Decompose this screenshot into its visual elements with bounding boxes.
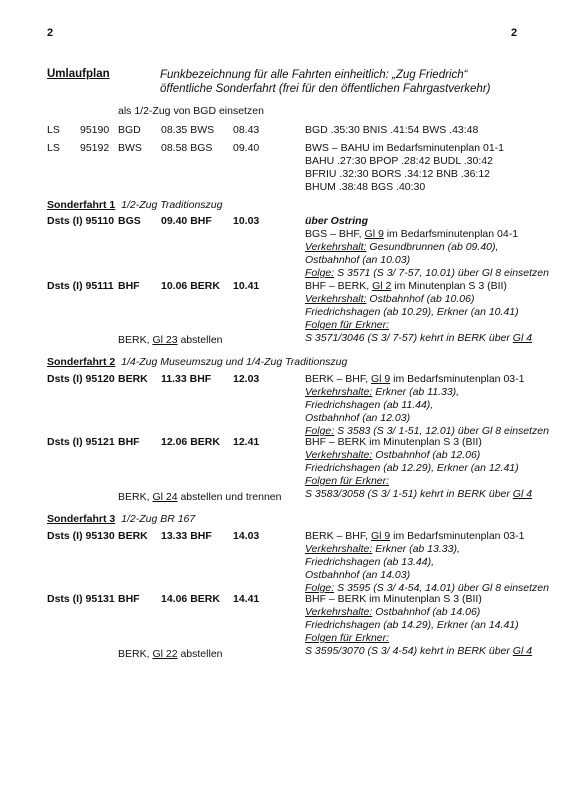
- route-note: BWS – BAHU im Bedarfsminutenplan 01-1 BAHU .27:30 BPOP .28:42 BUDL .30:42 BFRIU .32:30 BORS .34:12 BNB .36:12 BHUM .38:48 BGS .40:30: [305, 142, 505, 193]
- setup-instruction: als 1/2-Zug von BGD einsetzen: [118, 105, 264, 117]
- origin-station: BHF: [118, 593, 140, 605]
- section-heading-sf3: Sonderfahrt 3 1/2-Zug BR 167: [47, 513, 196, 525]
- route-note: BHF – BERK im Minutenplan S 3 (BII) Verkehrshalte: Ostbahnhof (ab 14.06) Friedrichshagen (ab 14.29), Erkner (an 14.41) Folgen für Erkner: S 3595/3070 (S 3/ 4-54) kehrt in BERK über Gl 4: [305, 593, 533, 657]
- parking-instruction: BERK, Gl 22 abstellen: [118, 648, 223, 660]
- train-type-number: Dsts (I) 95120: [47, 373, 115, 385]
- departure-destination: 13.33 BHF: [161, 530, 212, 542]
- departure-destination: 08.58 BGS: [161, 142, 213, 154]
- origin-station: BGD: [118, 124, 141, 136]
- origin-station: BHF: [118, 436, 140, 448]
- origin-station: BERK: [118, 373, 148, 385]
- route-note: BHF – BERK, Gl 2 im Minutenplan S 3 (BII) Verkehrshalt: Ostbahnhof (ab 10.06) Friedrichshagen (ab 10.29), Erkner (an 10.41) Folgen für Erkner: S 3571/3046 (S 3/ 7-57) kehrt in BERK über Gl 4: [305, 280, 533, 344]
- train-type: LS: [47, 124, 60, 136]
- origin-station: BHF: [118, 280, 140, 292]
- train-type-number: Dsts (I) 95131: [47, 593, 115, 605]
- arrival-time: 08.43: [233, 124, 260, 136]
- train-number: 95190: [80, 124, 110, 136]
- page-title: Umlaufplan: [47, 68, 110, 80]
- route-note: BERK – BHF, Gl 9 im Bedarfsminutenplan 03-1 Verkehrshalte: Erkner (ab 11.33), Friedrichshagen (ab 11.44), Ostbahnhof (an 12.03) Folge: S 3583 (S 3/ 1-51, 12.01) über Gl 8 einsetzen: [305, 373, 549, 437]
- page-number-right: 2: [511, 27, 518, 39]
- route-note: BHF – BERK im Minutenplan S 3 (BII) Verkehrshalte: Ostbahnhof (ab 12.06) Friedrichshagen (ab 12.29), Erkner (an 12.41) Folgen für Erkner: S 3583/3058 (S 3/ 1-51) kehrt in BERK über Gl 4: [305, 436, 533, 500]
- radio-call-note: Funkbezeichnung für alle Fahrten einheitlich: „Zug Friedrich“: [160, 69, 468, 81]
- section-heading-sf1: Sonderfahrt 1 1/2-Zug Traditionszug: [47, 199, 223, 211]
- train-number: 95192: [80, 142, 110, 154]
- origin-station: BERK: [118, 530, 148, 542]
- train-type-number: Dsts (I) 95130: [47, 530, 115, 542]
- route-note: BERK – BHF, Gl 9 im Bedarfsminutenplan 03-1 Verkehrshalte: Erkner (ab 13.33), Friedrichshagen (ab 13.44), Ostbahnhof (an 14.03) Folge: S 3595 (S 3/ 4-54, 14.01) über Gl 8 einsetzen: [305, 530, 549, 594]
- parking-instruction: BERK, Gl 24 abstellen und trennen: [118, 491, 282, 503]
- train-type-number: Dsts (I) 95121: [47, 436, 115, 448]
- departure-destination: 14.06 BERK: [161, 593, 220, 605]
- arrival-time: 12.41: [233, 436, 260, 448]
- departure-destination: 10.06 BERK: [161, 280, 220, 292]
- arrival-time: 10.03: [233, 215, 260, 227]
- route-note: über Ostring BGS – BHF, Gl 9 im Bedarfsminutenplan 04-1 Verkehrshalt: Gesundbrunnen (ab 09.40), Ostbahnhof (an 10.03) Folge: S 3571 (S 3/ 7-57, 10.01) über Gl 8 einsetzen: [305, 215, 549, 279]
- departure-destination: 09.40 BHF: [161, 215, 212, 227]
- train-type: LS: [47, 142, 60, 154]
- arrival-time: 09.40: [233, 142, 260, 154]
- departure-destination: 08.35 BWS: [161, 124, 215, 136]
- arrival-time: 12.03: [233, 373, 260, 385]
- parking-instruction: BERK, Gl 23 abstellen: [118, 334, 223, 346]
- departure-destination: 12.06 BERK: [161, 436, 220, 448]
- train-type-number: Dsts (I) 95110: [47, 215, 115, 227]
- origin-station: BGS: [118, 215, 141, 227]
- train-type-number: Dsts (I) 95111: [47, 280, 114, 292]
- departure-destination: 11.33 BHF: [161, 373, 212, 385]
- section-heading-sf2: Sonderfahrt 2 1/4-Zug Museumszug und 1/4-Zug Traditionszug: [47, 356, 348, 368]
- arrival-time: 10.41: [233, 280, 260, 292]
- arrival-time: 14.03: [233, 530, 260, 542]
- page-number-left: 2: [47, 27, 54, 39]
- public-trip-note: öffentliche Sonderfahrt (frei für den öffentlichen Fahrgastverkehr): [160, 83, 491, 95]
- arrival-time: 14.41: [233, 593, 260, 605]
- route-note: BGD .35:30 BNIS .41:54 BWS .43:48: [305, 124, 479, 136]
- origin-station: BWS: [118, 142, 142, 154]
